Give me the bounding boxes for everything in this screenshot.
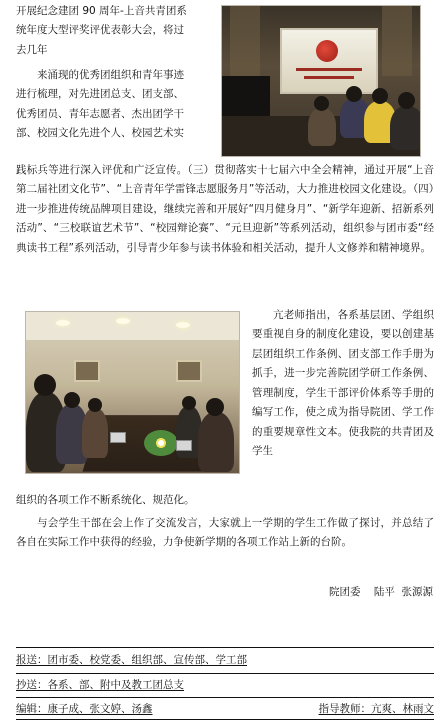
text-line: 部、校园文化先进个人、校园艺术实 xyxy=(16,127,184,140)
meeting-photo-2 xyxy=(25,311,240,474)
signature: 院团委 陆平 张源源 xyxy=(328,586,433,598)
paragraph-3: 与会学生干部在会上作了交流发言，大家就上一学期的学生工作做了探讨，并总结了各自在实际工作中获得的经验，力争使新学期的各项工作站上新的台阶。 xyxy=(16,517,434,549)
copy-to-row xyxy=(16,676,434,695)
paragraph-2-top: 亢老师指出，各系基层团、学组织要重视自身的制度化建设，要以创建基层团组织工作条例、团支部工作手册为抓手，进一步完善院团学研工作条例、管理制度，学生干部评价体系等手册的编写工作，使之成为指导院团、学工作的重要规章性文本。使我院的共青团及学生 xyxy=(252,309,434,457)
text-line: 开展纪念建团 90 周年-上音共青团系 xyxy=(16,5,187,17)
paragraph-1-body: 践标兵等进行深入评优和广泛宣传。（三）贯彻落实十七届六中全会精神，通过开展“上音第二届社团文化节”、“上音青年学雷锋志愿服务月”等活动，大力推进校园文化建设。（四）进一步推进传统品牌项目建设，继续完善和开展好“四月健身月”、“新学年迎新、招新系列活动”、“三校联谊艺术节”、“校园辩论赛”、“元旦迎新”等系列活动，组织参与团市委“经典读书工程”系列活动，引导青少年参与读书体验和相关活动，提升人文修养和精神境界。 xyxy=(16,164,434,254)
meeting-photo-1 xyxy=(221,5,421,157)
intro-text xyxy=(16,2,221,60)
report-to: 报送：团市委、校党委、组织部、宣传部、学工部 xyxy=(16,654,247,666)
advisors: 指导教师：亢爽、林雨文 xyxy=(318,703,434,715)
paragraph-1-top xyxy=(16,66,221,144)
editors-row xyxy=(16,700,434,719)
copy-to: 抄送：各系、部、附中及教工团总支 xyxy=(16,679,184,691)
editors: 编辑：康子成、张文婷、汤鑫 xyxy=(16,703,153,715)
text-line: 统年度大型评奖评优表彰大会，将过 xyxy=(16,24,184,37)
footer-rule-bottom xyxy=(16,719,434,720)
footer-rule-top xyxy=(16,647,434,648)
footer-rule-lower xyxy=(16,697,434,698)
text-line: 优秀团员、青年志愿者、杰出团学干 xyxy=(16,107,184,120)
text-line: 进行梳理，对先进团总支、团支部、 xyxy=(16,88,184,101)
paragraph-2-end: 组织的各项工作不断系统化、规范化。 xyxy=(16,494,195,506)
footer-rule-mid xyxy=(16,673,434,674)
text-line: 去几年 xyxy=(16,43,48,56)
text-line: 来涌现的优秀团组织和青年事迹 xyxy=(37,69,184,81)
report-to-row xyxy=(16,651,434,670)
